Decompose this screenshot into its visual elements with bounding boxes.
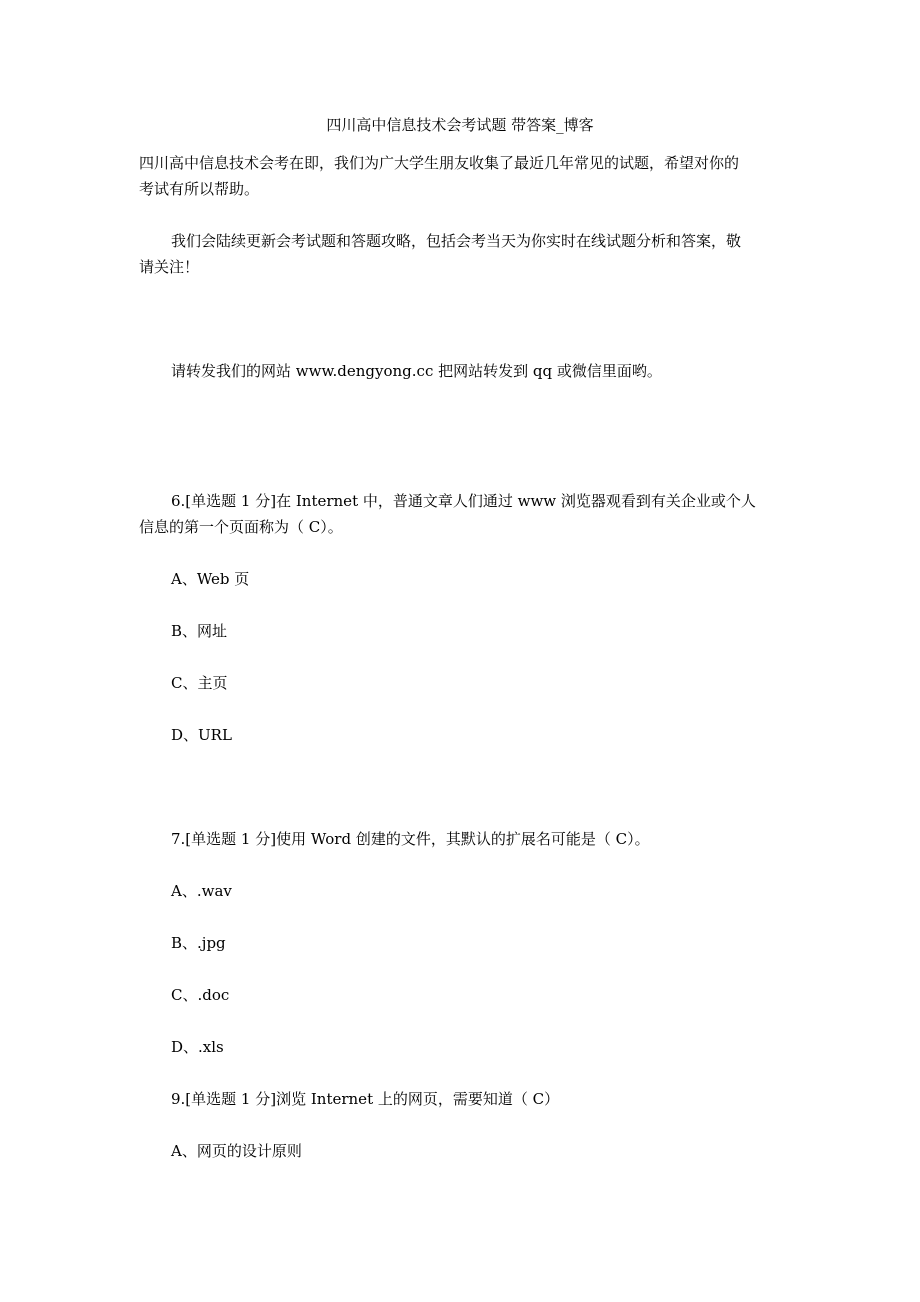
question-6-option-d: D、URL — [171, 726, 232, 744]
question-7-option-c: C、.doc — [171, 986, 230, 1004]
intro-paragraph-line-2: 考试有所以帮助。 — [139, 180, 260, 198]
share-website-text: 请转发我们的网站 www.dengyong.cc 把网站转发到 qq 或微信里面哟。 — [171, 362, 662, 380]
question-6-option-b: B、网址 — [171, 622, 228, 640]
intro-paragraph-line-1: 四川高中信息技术会考在即，我们为广大学生朋友收集了最近几年常见的试题，希望对你的 — [139, 154, 740, 172]
page-title: 四川高中信息技术会考试题 带答案_博客 — [326, 116, 594, 134]
question-6-option-c: C、主页 — [171, 674, 228, 692]
update-paragraph-line-1: 我们会陆续更新会考试题和答题攻略，包括会考当天为你实时在线试题分析和答案，敬 — [171, 232, 742, 250]
question-7-option-a: A、.wav — [171, 882, 232, 900]
update-paragraph-line-2: 请关注！ — [139, 258, 200, 276]
question-6-option-a: A、Web 页 — [171, 570, 250, 588]
question-6-text-line-2: 信息的第一个页面称为（ C）。 — [139, 518, 343, 536]
question-9-option-a: A、网页的设计原则 — [171, 1142, 302, 1160]
question-9-text: 9.[单选题 1 分]浏览 Internet 上的网页，需要知道（ C） — [171, 1090, 560, 1108]
question-6-text-line-1: 6.[单选题 1 分]在 Internet 中，普通文章人们通过 www 浏览器观看到有关企业或个人 — [171, 492, 756, 510]
question-7-option-b: B、.jpg — [171, 934, 226, 952]
question-7-text: 7.[单选题 1 分]使用 Word 创建的文件，其默认的扩展名可能是（ C）。 — [171, 830, 650, 848]
question-7-option-d: D、.xls — [171, 1038, 224, 1056]
